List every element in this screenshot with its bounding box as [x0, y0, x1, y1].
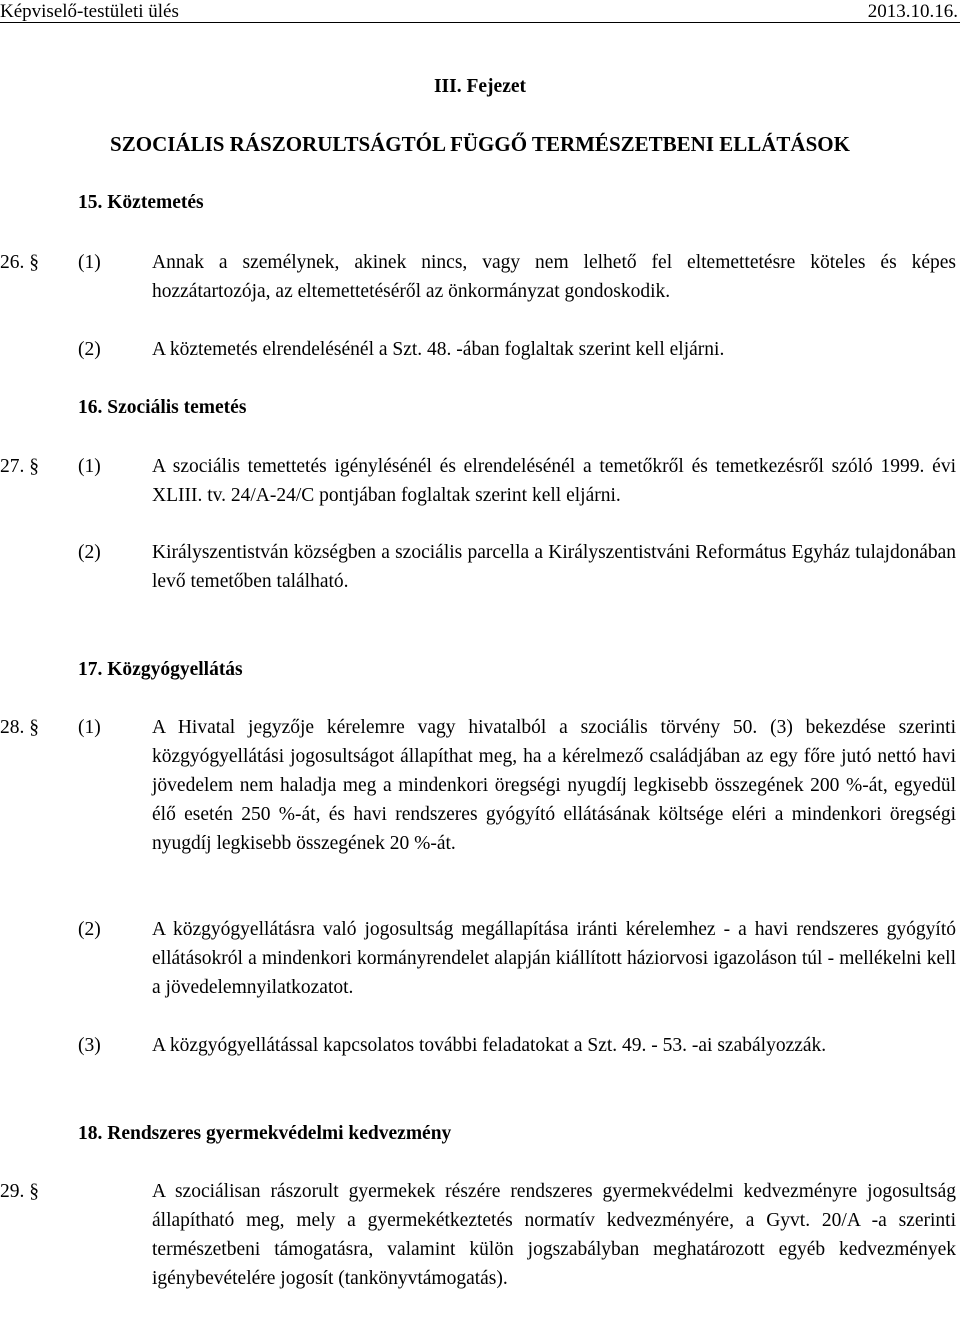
- item-text: A közgyógyellátásra való jogosultság megállapítása iránti kérelemhez - a havi rendszeres gyógyító ellátásokról a mindenkori kormányrendelet alapján kiállított háziorvosi igazoláson túl - mellékelni kell a jövedelemnyilatkozatot.: [152, 919, 956, 998]
- item-text: Annak a személynek, akinek nincs, vagy nem lelhető fel eltemettetésre köteles és képes hozzátartozója, az eltemettetéséről az önkormányzat gondoskodik.: [152, 252, 956, 302]
- item-number: (1): [78, 717, 101, 738]
- item-number: (2): [78, 919, 101, 940]
- item-text: Királyszentistván községben a szociális parcella a Királyszentistváni Református Egyház tulajdonában levő temetőben található.: [152, 542, 956, 592]
- chapter-number: III. Fejezet: [433, 76, 527, 97]
- header-rule: [0, 22, 960, 23]
- header-title: Képviselő-testületi ülés: [0, 1, 179, 22]
- section-heading: 17. Közgyógyellátás: [78, 659, 243, 680]
- chapter-title: SZOCIÁLIS RÁSZORULTSÁGTÓL FÜGGŐ TERMÉSZETBENI ELLÁTÁSOK: [110, 132, 850, 156]
- item-number: (2): [78, 339, 101, 360]
- header-date: 2013.10.16.: [867, 1, 958, 22]
- item-number: (1): [78, 252, 101, 273]
- paragraph-number: 29. §: [0, 1181, 39, 1202]
- paragraph-number: 26. §: [0, 252, 39, 273]
- item-text: A Hivatal jegyzője kérelemre vagy hivatalból a szociális törvény 50. (3) bekezdése szerinti közgyógyellátási jogosultságot állapíthat meg, ha a kérelmező családjában az egy főre jutó nettó havi jövedelem nem haladja meg a mindenkori öregségi nyugdíj legkisebb összegének 200 %-át, egyedül élő esetén 250 %-át, és havi rendszeres gyógyító ellátásának költsége eléri a mindenkori öregségi nyugdíj legkisebb összegének 20 %-át.: [152, 717, 956, 854]
- paragraph-number: 27. §: [0, 456, 39, 477]
- section-heading: 15. Köztemetés: [78, 192, 204, 213]
- item-text: A közgyógyellátással kapcsolatos további feladatokat a Szt. 49. - 53. -ai szabályozzák.: [152, 1035, 827, 1056]
- paragraph-number: 28. §: [0, 717, 39, 738]
- section-sign-icon: §: [29, 717, 39, 738]
- section-heading: 18. Rendszeres gyermekvédelmi kedvezmény: [78, 1123, 452, 1144]
- section-sign-icon: §: [29, 252, 39, 273]
- section-heading: 16. Szociális temetés: [78, 397, 247, 418]
- item-number: (2): [78, 542, 101, 563]
- item-text: A köztemetés elrendelésénél a Szt. 48. -ában foglaltak szerint kell eljárni.: [152, 339, 725, 360]
- item-text: A szociálisan rászorult gyermekek részére rendszeres gyermekvédelmi kedvezményre jogosultság állapítható meg, mely a gyermekétkeztetés normatív kedvezményére, a Gyvt. 20/A -a szerinti természetbeni támogatásra, valamint külön jogszabályban meghatározott egyéb kedvezmények igénybevételére jogosít (tankönyvtámogatás).: [152, 1181, 956, 1289]
- item-text: A szociális temettetés igénylésénél és elrendelésénél a temetőkről és temetkezésről szóló 1999. évi XLIII. tv. 24/A-24/C pontjában foglaltak szerint kell eljárni.: [152, 456, 956, 506]
- section-sign-icon: §: [29, 1181, 39, 1202]
- item-number: (3): [78, 1035, 101, 1056]
- item-number: (1): [78, 456, 101, 477]
- section-sign-icon: §: [29, 456, 39, 477]
